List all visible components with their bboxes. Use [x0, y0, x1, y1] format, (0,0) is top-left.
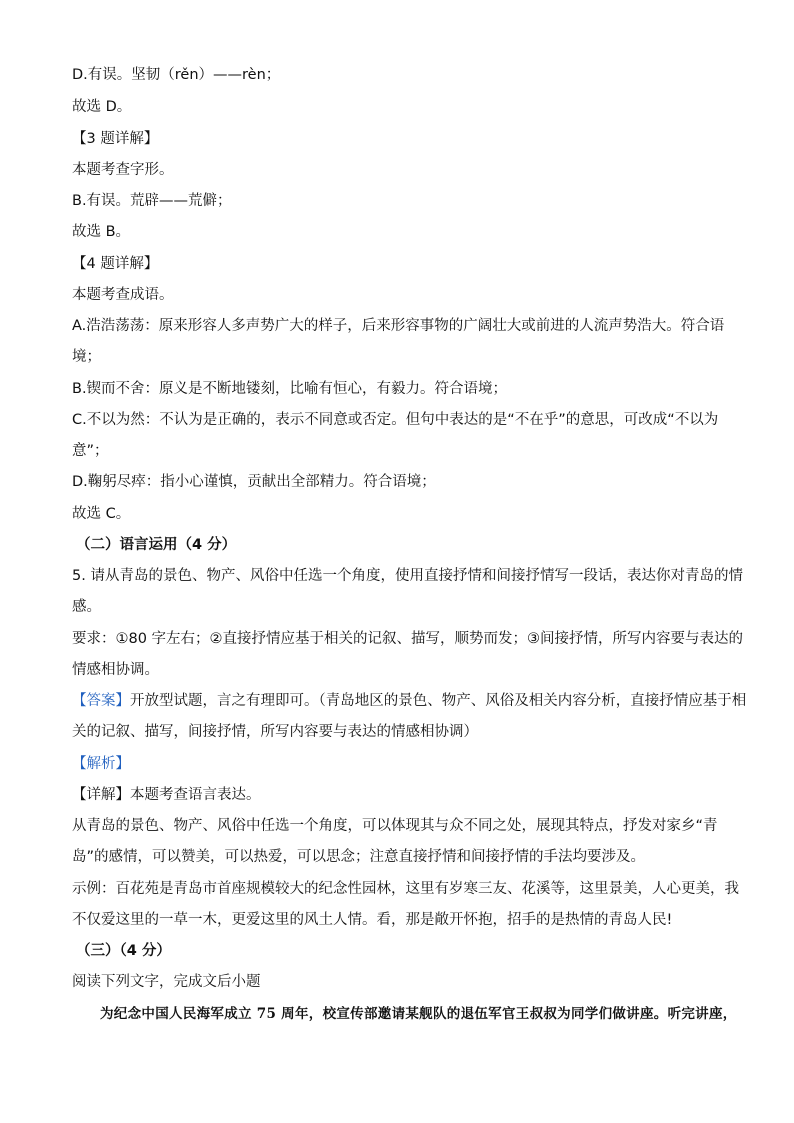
text-line: A.浩浩荡荡：原来形容人多声势广大的样子，后来形容事物的广阔壮大或前进的人流声势浩大。符合语	[72, 318, 725, 334]
text-line: B.有误。荒辟——荒僻；	[72, 193, 232, 209]
detail-label: 【详解】	[72, 787, 130, 803]
text-line: D.鞠躬尽瘁：指小心谨慎，贡献出全部精力。符合语境；	[72, 474, 436, 490]
analysis-line	[72, 754, 130, 774]
text-line: C.不以为然：不认为是正确的，表示不同意或否定。但句中表达的是“不在乎”的意思，可改成“不以为	[72, 412, 719, 428]
text-line: 本题考查字形。	[72, 162, 174, 178]
section-title: （三）（4 分）	[76, 943, 171, 959]
question-text: 要求：①80 字左右；②直接抒情应基于相关的记叙、描写，顺势而发；③间接抒情，所写内容要与表达的	[72, 631, 744, 647]
answer-text: 开放型试题，言之有理即可。（青岛地区的景色、物产、风俗及相关内容分析，直接抒情应基于相	[130, 693, 747, 709]
section-heading: 【4 题详解】	[72, 256, 159, 272]
text-line: 示例：百花苑是青岛市首座规模较大的纪念性园林，这里有岁寒三友、花溪等，这里景美，人心更美，我	[72, 881, 739, 897]
detail-line	[72, 785, 261, 805]
text-line: 境；	[72, 349, 101, 365]
question-text: 情感相协调。	[72, 662, 159, 678]
analysis-label: 【解析】	[72, 756, 130, 772]
section-heading: 【3 题详解】	[72, 131, 159, 147]
text-line: 故选 C。	[72, 506, 131, 522]
text-line: B.锲而不舍：原义是不断地镂刻，比喻有恒心，有毅力。符合语境；	[72, 381, 508, 397]
answer-text: 关的记叙、描写，间接抒情，所写内容要与表达的情感相协调）	[72, 724, 478, 740]
text-line: 故选 B。	[72, 224, 131, 240]
text-line: 意”；	[72, 443, 109, 459]
text-line: 岛”的感情，可以赞美，可以热爱，可以思念；注意直接抒情和间接抒情的手法均要涉及。	[72, 849, 646, 865]
text-line: 故选 D。	[72, 99, 132, 115]
text-line: D.有误。坚韧（rěn）——rèn；	[72, 67, 281, 83]
text-line: 本题考查成语。	[72, 287, 174, 303]
question-text: 5. 请从青岛的景色、物产、风俗中任选一个角度，使用直接抒情和间接抒情写一段话，表达你对青岛的情	[72, 568, 743, 584]
detail-text: 本题考查语言表达。	[130, 787, 261, 803]
passage-text: 为纪念中国人民海军成立 75 周年，校宣传部邀请某舰队的退伍军官王叔叔为同学们做讲座。听完讲座，	[100, 1006, 737, 1022]
text-line: 不仅爱这里的一草一木，更爱这里的风土人情。看，那是敞开怀抱，招手的是热情的青岛人民!	[72, 912, 673, 928]
answer-label: 【答案】	[72, 693, 130, 709]
question-text: 感。	[72, 599, 101, 615]
instruction-text: 阅读下列文字，完成文后小题	[72, 974, 261, 990]
text-line: 从青岛的景色、物产、风俗中任选一个角度，可以体现其与众不同之处，展现其特点，抒发对家乡“青	[72, 818, 718, 834]
section-title: （二）语言运用（4 分）	[76, 537, 237, 553]
answer-line	[72, 691, 746, 711]
